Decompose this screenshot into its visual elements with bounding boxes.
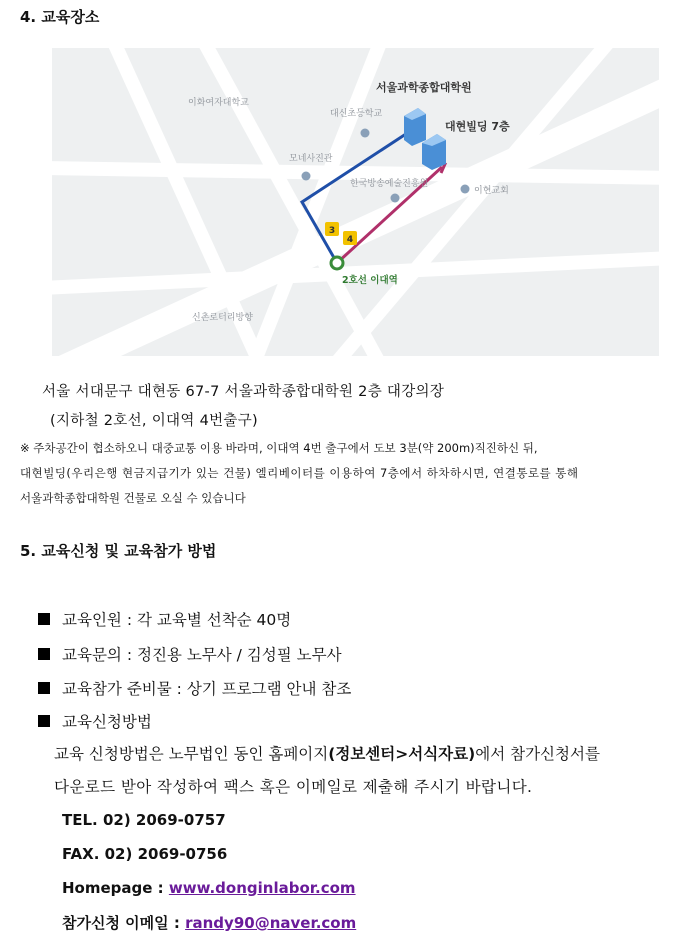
map-label-daesin: 대신초등학교 [330, 109, 383, 119]
email-row [62, 912, 356, 933]
email-label: 참가신청 이메일 : [62, 914, 186, 932]
address-text: 서울 서대문구 대현동 67-7 서울과학종합대학원 2층 대강의장 [42, 384, 445, 400]
bullet-text: 교육참가 준비물 : 상기 프로그램 안내 참조 [62, 680, 352, 698]
section-5-title: 5. 교육신청 및 교육참가 방법 [20, 542, 217, 560]
bullet-item [38, 710, 152, 732]
map-label-station: 2호선 이대역 [342, 275, 398, 286]
homepage-row [62, 879, 356, 897]
method-text-pre: 교육 신청방법은 노무법인 동인 홈페이지 [54, 745, 329, 763]
bullet-text: 교육문의 : 정진용 노무사 / 김성필 노무사 [62, 646, 342, 664]
map-label-sinchon: 신촌로터리방향 [192, 313, 253, 323]
homepage-link[interactable]: www.donginlabor.com [168, 879, 356, 897]
bullet-item [38, 643, 342, 665]
exit-3-label: 3 [328, 226, 336, 236]
bullet-item [38, 677, 351, 699]
location-map [52, 48, 659, 356]
note-line-3: 서울과학종합대학원 건물로 오실 수 있습니다 [20, 491, 246, 505]
section-4-title: 4. 교육장소 [20, 8, 100, 26]
method-text-post: 에서 참가신청서를 [475, 745, 600, 763]
method-line-1 [54, 742, 600, 764]
bullet-square-icon [38, 613, 50, 625]
subway-text: (지하철 2호선, 이대역 4번출구) [50, 413, 258, 429]
note-line-1: ※ 주차공간이 협소하오니 대중교통 이용 바라며, 이대역 4번 출구에서 도보 3분(약 200m)직진하신 뒤, [20, 441, 538, 455]
fax-text: FAX. 02) 2069-0756 [62, 845, 228, 863]
email-link[interactable]: randy90@naver.com [185, 914, 357, 932]
map-label-monet: 모네사진관 [289, 154, 333, 164]
bullet-square-icon [38, 648, 50, 660]
map-label-broadcast: 한국방송예술진흥원 [350, 179, 429, 189]
bullet-square-icon [38, 682, 50, 694]
map-label-building: 대현빌딩 7층 [445, 120, 510, 133]
bullet-item [38, 608, 291, 630]
homepage-label: Homepage : [62, 879, 169, 897]
map-label-ewha: 이화여자대학교 [188, 98, 249, 108]
note-line-2: 대현빌딩(우리은행 현금지급기가 있는 건물) 엘리베이터를 이용하여 7층에서 하차하시면, 연결통로를 통해 [20, 466, 579, 480]
map-label-ihyeon: 이현교회 [474, 186, 509, 196]
exit-4-label: 4 [346, 235, 354, 245]
method-line-2: 다운로드 받아 작성하여 팩스 혹은 이메일로 제출해 주시기 바랍니다. [54, 778, 533, 796]
bullet-square-icon [38, 715, 50, 727]
tel-text: TEL. 02) 2069-0757 [62, 811, 226, 829]
bullet-text: 교육인원 : 각 교육별 선착순 40명 [62, 611, 292, 629]
map-label-school: 서울과학종합대학원 [376, 81, 472, 94]
method-text-bold: (정보센터>서식자료) [328, 745, 476, 763]
bullet-text: 교육신청방법 [62, 713, 152, 731]
